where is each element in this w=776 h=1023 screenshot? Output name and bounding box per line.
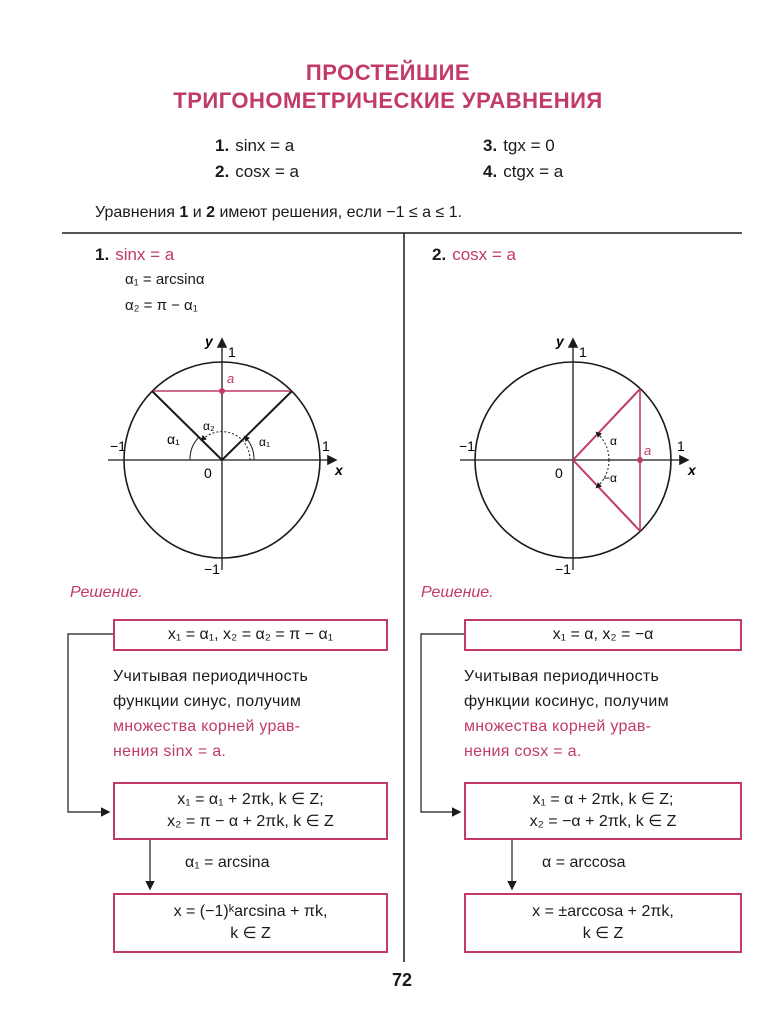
right-left-tick: −1 — [459, 438, 475, 454]
left-alpha1-definition: α₁ = arcsinα — [125, 271, 205, 288]
left-box3-line-1: x = (−1)ᵏarcsina + πk, — [173, 903, 328, 921]
right-heading-expr: cosx = a — [452, 245, 516, 264]
right-loop-arrow — [421, 634, 464, 812]
right-alpha-label: α — [610, 434, 617, 448]
equation-2-expr: cosx = a — [235, 162, 299, 181]
left-box2-line-2: x₂ = π − α + 2πk, k ∈ Z — [167, 813, 334, 830]
right-top-tick: 1 — [579, 344, 587, 360]
equation-2-number: 2. — [215, 162, 230, 181]
equation-4-expr: ctgx = a — [503, 162, 564, 181]
left-alpha1-label: α₁ — [167, 431, 180, 447]
left-heading-number: 1. — [95, 245, 110, 264]
left-box1-text: x₁ = α₁, x₂ = α₂ = π − α₁ — [167, 626, 334, 644]
equation-4-number: 4. — [483, 162, 498, 181]
left-top-tick: 1 — [228, 344, 236, 360]
equation-1-number: 1. — [215, 136, 230, 155]
equation-3-number: 3. — [483, 136, 498, 155]
page-number: 72 — [392, 970, 413, 990]
left-box2-line-1: x₁ = α₁ + 2πk, k ∈ Z; — [177, 791, 324, 809]
left-para-line-2: функции синус, получим — [113, 693, 302, 710]
left-alpha1-right-label: α₁ — [259, 435, 270, 449]
right-box1-text: x₁ = α, x₂ = −α — [552, 626, 654, 644]
left-heading-expr: sinx = a — [115, 245, 175, 264]
left-right-tick: 1 — [322, 438, 330, 454]
right-para-line-3: множества корней урав- — [464, 718, 652, 735]
right-box2-line-2: x₂ = −α + 2πk, k ∈ Z — [529, 813, 677, 830]
left-left-tick: −1 — [110, 438, 126, 454]
right-solution-label: Решение. — [421, 584, 494, 601]
left-origin-label: 0 — [204, 465, 212, 481]
left-alpha2-definition: α₂ = π − α₁ — [125, 297, 198, 314]
condition-prefix: Уравнения — [95, 204, 175, 221]
right-bottom-tick: −1 — [555, 561, 571, 577]
right-origin-label: 0 — [555, 465, 563, 481]
right-box2-line-1: x₁ = α + 2πk, k ∈ Z; — [532, 791, 674, 809]
equation-3-expr: tgx = 0 — [503, 136, 555, 155]
right-arccos-substitution: α = arccosa — [542, 854, 626, 871]
right-neg-alpha-label: −α — [603, 471, 617, 485]
left-para-line-3: множества корней урав- — [113, 718, 301, 735]
equation-1-expr: sinx = a — [235, 136, 295, 155]
right-box3-line-2: k ∈ Z — [582, 925, 624, 942]
left-para-line-1: Учитывая периодичность — [113, 668, 309, 685]
left-x-label: x — [335, 462, 343, 478]
right-para-line-4: нения cosx = a. — [464, 743, 582, 760]
right-y-label: y — [556, 333, 564, 349]
left-para-line-4: нения sinx = a. — [113, 743, 227, 760]
right-right-tick: 1 — [677, 438, 685, 454]
left-arcsin-substitution: α₁ = arcsina — [185, 854, 270, 871]
right-para-line-2: функции косинус, получим — [464, 693, 669, 710]
left-y-label: y — [205, 333, 213, 349]
right-heading-number: 2. — [432, 245, 447, 264]
right-box3-line-1: x = ±arccosa + 2πk, — [532, 903, 674, 921]
condition-n1: 1 — [179, 204, 189, 221]
left-alpha2-label: α₂ — [203, 419, 215, 433]
condition-n2: 2 — [206, 204, 216, 221]
title-line-2: ТРИГОНОМЕТРИЧЕСКИЕ УРАВНЕНИЯ — [173, 88, 603, 113]
left-box3-line-2: k ∈ Z — [230, 925, 271, 942]
left-a-label: a — [227, 371, 235, 386]
condition-suffix: имеют решения, если −1 ≤ a ≤ 1. — [219, 204, 463, 221]
title-line-1: ПРОСТЕЙШИЕ — [305, 60, 471, 85]
condition-and: и — [192, 204, 202, 221]
left-solution-label: Решение. — [70, 584, 143, 601]
right-a-label: a — [644, 443, 652, 458]
left-bottom-tick: −1 — [204, 561, 220, 577]
right-para-line-1: Учитывая периодичность — [464, 668, 660, 685]
right-x-label: x — [688, 462, 696, 478]
